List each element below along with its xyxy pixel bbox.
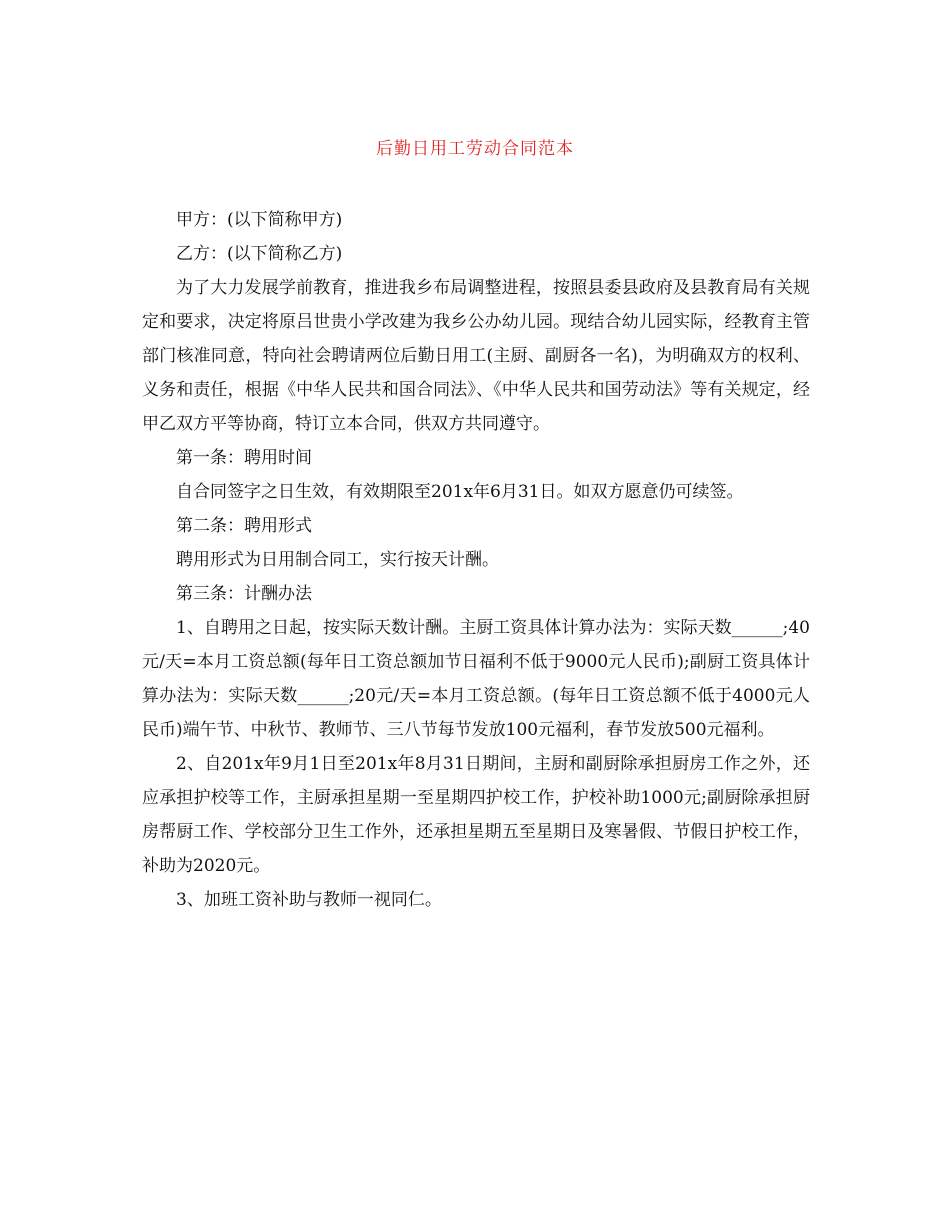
document-body bbox=[142, 203, 810, 917]
party-a-line: 甲方：(以下简称甲方) bbox=[176, 210, 343, 230]
document-title: 后勤日用工劳动合同范本 bbox=[376, 139, 574, 159]
article-2-heading: 第二条：聘用形式 bbox=[176, 516, 312, 536]
article-3-heading: 第三条：计酬办法 bbox=[176, 584, 312, 604]
party-b-line: 乙方：(以下简称乙方) bbox=[176, 244, 343, 264]
article-3-item-1: 1、自聘用之日起，按实际天数计酬。主厨工资具体计算办法为：实际天数______;40元/天=本月工资总额(每年日工资总额加节日福利不低于9000元人民币);副厨工资具体计算办法为：实际天数______;20元/天=本月工资总额。(每年日工资总额不低于4000元人民币)端午节、中秋节、教师节、三八节每节发放100元福利，春节发放500元福利。 bbox=[142, 618, 810, 740]
article-3-item-3: 3、加班工资补助与教师一视同仁。 bbox=[176, 890, 442, 910]
article-2-body: 聘用形式为日用制合同工，实行按天计酬。 bbox=[176, 550, 499, 570]
preamble-paragraph: 为了大力发展学前教育，推进我乡布局调整进程，按照县委县政府及县教育局有关规定和要求，决定将原吕世贵小学改建为我乡公办幼儿园。现结合幼儿园实际，经教育主管部门核准同意，特向社会聘请两位后勤日用工(主厨、副厨各一名)，为明确双方的权利、义务和责任，根据《中华人民共和国合同法》、《中华人民共和国劳动法》等有关规定，经甲乙双方平等协商，特订立本合同，供双方共同遵守。 bbox=[142, 278, 810, 434]
article-3-item-2: 2、自201x年9月1日至201x年8月31日期间，主厨和副厨除承担厨房工作之外，还应承担护校等工作，主厨承担星期一至星期四护校工作，护校补助1000元;副厨除承担厨房帮厨工作、学校部分卫生工作外，还承担星期五至星期日及寒暑假、节假日护校工作，补助为2020元。 bbox=[142, 754, 810, 876]
article-1-heading: 第一条：聘用时间 bbox=[176, 448, 312, 468]
article-1-body: 自合同签字之日生效，有效期限至201x年6月31日。如双方愿意仍可续签。 bbox=[176, 482, 744, 502]
